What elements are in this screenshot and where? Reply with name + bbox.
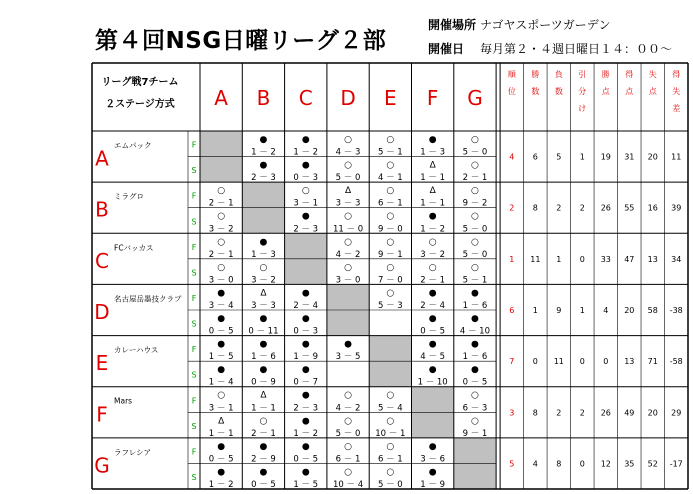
stage-label-second: S bbox=[191, 319, 197, 329]
team-name: ミラグロ bbox=[114, 192, 144, 202]
result-score: 5 － 4 bbox=[377, 403, 403, 414]
result-mark: ● bbox=[259, 441, 268, 452]
team-letter: C bbox=[95, 248, 109, 273]
stat-header-char: 勝 bbox=[531, 70, 540, 79]
stat-value: 20 bbox=[624, 306, 635, 315]
result-mark: ○ bbox=[344, 211, 352, 222]
stat-value: 3 bbox=[509, 408, 515, 418]
result-mark: ● bbox=[428, 314, 437, 324]
column-header-a: A bbox=[214, 86, 228, 110]
stage-label-second: S bbox=[191, 217, 197, 227]
result-mark: ● bbox=[301, 390, 310, 401]
stat-header-char: 順 bbox=[507, 70, 516, 79]
result-mark: ○ bbox=[344, 416, 352, 427]
stat-value: 35 bbox=[624, 459, 635, 469]
team-name: ラフレシア bbox=[114, 447, 152, 457]
result-mark: ○ bbox=[301, 186, 310, 197]
result-mark: ● bbox=[428, 339, 437, 350]
stat-value: 4 bbox=[509, 152, 515, 162]
corner-title: リーグ戦7チーム bbox=[101, 77, 179, 88]
result-mark: ● bbox=[217, 339, 226, 350]
result-score: 0 － 9 bbox=[251, 377, 276, 388]
stat-value: 20 bbox=[647, 408, 658, 418]
result-score: 5 － 0 bbox=[462, 147, 488, 158]
result-score: 0 － 11 bbox=[248, 326, 279, 337]
stage-label-second: S bbox=[191, 421, 197, 431]
result-mark: ○ bbox=[386, 390, 395, 401]
result-score: 1 － 4 bbox=[208, 377, 234, 388]
result-mark: ○ bbox=[471, 390, 479, 401]
stat-header-char: 数 bbox=[531, 87, 540, 96]
column-header-c: C bbox=[298, 86, 313, 110]
result-score: 2 － 4 bbox=[293, 301, 319, 311]
result-score: 1 － 3 bbox=[420, 147, 446, 158]
stage-label-first: F bbox=[191, 191, 197, 201]
result-score: 2 － 3 bbox=[293, 403, 319, 414]
team-letter: F bbox=[96, 402, 108, 427]
result-score: 1 － 2 bbox=[420, 224, 446, 235]
result-mark: ○ bbox=[217, 186, 226, 197]
stat-value: 39 bbox=[671, 203, 682, 213]
stat-header-char: 失 bbox=[672, 87, 681, 96]
stat-header-char: 数 bbox=[554, 87, 563, 96]
result-mark: ● bbox=[301, 365, 310, 376]
stat-value: 0 bbox=[579, 254, 585, 264]
stat-value: 11 bbox=[530, 254, 541, 264]
result-mark: ○ bbox=[344, 135, 352, 145]
result-score: 1 － 6 bbox=[462, 352, 488, 363]
stat-value: 0 bbox=[579, 357, 585, 367]
stat-header-char: 点 bbox=[648, 87, 657, 96]
result-score: 3 － 3 bbox=[251, 301, 276, 311]
result-mark: ● bbox=[301, 467, 310, 478]
result-score: 3 － 1 bbox=[293, 198, 319, 209]
stat-value: 11 bbox=[553, 357, 564, 367]
stage-label-second: S bbox=[191, 370, 197, 380]
result-mark: ● bbox=[301, 416, 310, 427]
result-score: 0 － 5 bbox=[208, 326, 234, 337]
stat-value: 1 bbox=[509, 254, 515, 264]
stat-value: 12 bbox=[600, 459, 611, 469]
stage-label-second: S bbox=[191, 166, 197, 176]
stat-value: 1 bbox=[532, 306, 538, 315]
result-mark: ○ bbox=[386, 135, 395, 145]
result-score: 1 － 6 bbox=[251, 352, 276, 363]
result-score: 1 － 1 bbox=[208, 428, 234, 439]
stat-value: 8 bbox=[556, 459, 562, 469]
result-mark: ● bbox=[301, 211, 310, 222]
result-mark: ● bbox=[301, 288, 310, 299]
result-mark: ● bbox=[217, 365, 226, 376]
stat-value: 47 bbox=[624, 254, 635, 264]
result-score: 1 － 9 bbox=[420, 480, 446, 490]
result-mark: ● bbox=[471, 314, 479, 324]
stat-value: 7 bbox=[509, 357, 515, 367]
stat-value: 2 bbox=[579, 203, 585, 213]
result-mark: ● bbox=[301, 314, 310, 324]
stat-header-char: 差 bbox=[672, 104, 681, 113]
result-score: 1 － 2 bbox=[208, 480, 234, 490]
stat-value: 0 bbox=[532, 357, 538, 367]
result-mark: Δ bbox=[218, 416, 225, 427]
stat-value: 13 bbox=[624, 357, 635, 367]
stat-header-char: 負 bbox=[554, 70, 563, 79]
stat-value: 2 bbox=[579, 408, 585, 418]
result-mark: ○ bbox=[217, 390, 226, 401]
stat-value: 8 bbox=[532, 408, 538, 418]
result-score: 9 － 1 bbox=[462, 428, 488, 439]
column-header-e: E bbox=[384, 86, 397, 110]
result-score: 3 － 4 bbox=[208, 301, 234, 311]
result-score: 3 － 1 bbox=[208, 403, 234, 414]
stat-value: 0 bbox=[603, 357, 609, 367]
result-mark: ○ bbox=[471, 211, 479, 222]
result-score: 5 － 0 bbox=[462, 249, 488, 260]
result-score: 4 － 1 bbox=[377, 173, 403, 184]
result-mark: ● bbox=[428, 365, 437, 376]
result-mark: ○ bbox=[217, 211, 226, 222]
stat-value: 55 bbox=[624, 203, 635, 213]
result-mark: ● bbox=[301, 339, 310, 350]
result-score: 5 － 1 bbox=[377, 147, 403, 158]
result-score: 5 － 1 bbox=[462, 275, 488, 286]
result-mark: ○ bbox=[471, 237, 479, 248]
venue-label: 開催場所 bbox=[428, 18, 477, 32]
stat-value: 71 bbox=[647, 357, 658, 367]
result-score: 11 － 0 bbox=[332, 224, 364, 235]
result-mark: ● bbox=[217, 288, 226, 299]
team-letter: B bbox=[95, 197, 109, 222]
result-mark: ○ bbox=[386, 211, 395, 222]
result-mark: ● bbox=[471, 288, 479, 299]
result-mark: ○ bbox=[344, 441, 352, 452]
stat-header-char: 点 bbox=[625, 87, 634, 96]
result-mark: ○ bbox=[471, 186, 479, 197]
result-mark: ● bbox=[259, 160, 268, 171]
result-score: 1 － 1 bbox=[251, 403, 276, 414]
result-mark: ○ bbox=[386, 237, 395, 248]
result-mark: ● bbox=[217, 314, 226, 324]
schedule-value: 毎月第２・４週日曜日１４：００～ bbox=[480, 42, 673, 56]
result-mark: ○ bbox=[471, 262, 479, 273]
result-score: 7 － 0 bbox=[377, 275, 403, 286]
column-header-f: F bbox=[426, 86, 439, 110]
result-mark: ○ bbox=[386, 186, 395, 197]
result-score: 3 － 0 bbox=[335, 275, 361, 286]
result-mark: Δ bbox=[260, 390, 267, 401]
result-score: 0 － 5 bbox=[251, 480, 276, 490]
stat-value: -58 bbox=[669, 357, 683, 367]
stat-value: 6 bbox=[509, 306, 515, 315]
result-score: 0 － 5 bbox=[420, 326, 446, 337]
result-mark: ○ bbox=[259, 416, 268, 427]
result-mark: ○ bbox=[428, 262, 437, 273]
result-mark: ● bbox=[259, 365, 268, 376]
result-score: 2 － 1 bbox=[208, 249, 234, 260]
result-score: 1 － 6 bbox=[462, 301, 488, 311]
result-score: 5 － 3 bbox=[377, 301, 403, 311]
stat-value: 1 bbox=[556, 254, 562, 264]
result-score: 0 － 5 bbox=[462, 377, 488, 388]
result-mark: ○ bbox=[386, 441, 395, 452]
team-letter: D bbox=[94, 300, 110, 324]
result-score: 9 － 2 bbox=[462, 198, 488, 209]
stage-label-first: F bbox=[191, 396, 197, 406]
stat-value: 33 bbox=[600, 254, 611, 264]
result-score: 6 － 3 bbox=[462, 403, 488, 414]
result-mark: ○ bbox=[386, 160, 395, 171]
stat-value: 6 bbox=[532, 152, 538, 162]
result-mark: ● bbox=[344, 339, 352, 350]
stage-label-second: S bbox=[191, 268, 197, 278]
result-mark: ● bbox=[428, 135, 437, 145]
result-score: 6 － 1 bbox=[377, 198, 403, 209]
result-score: 0 － 5 bbox=[208, 454, 234, 465]
result-score: 5 － 0 bbox=[462, 224, 488, 235]
result-score: 3 － 6 bbox=[420, 454, 446, 465]
stat-header-char: 点 bbox=[601, 87, 610, 96]
result-mark: ● bbox=[259, 135, 268, 145]
result-mark: ● bbox=[428, 288, 437, 299]
result-mark: ○ bbox=[386, 467, 395, 478]
result-score: 9 － 0 bbox=[377, 224, 403, 235]
result-score: 1 － 10 bbox=[417, 377, 448, 388]
result-score: 10 － 4 bbox=[332, 480, 364, 490]
stat-header-char: け bbox=[578, 104, 587, 113]
column-header-b: B bbox=[256, 86, 271, 110]
column-header-d: D bbox=[340, 86, 356, 110]
stat-value: -38 bbox=[669, 306, 683, 315]
result-mark: ○ bbox=[344, 390, 352, 401]
result-score: 5 － 0 bbox=[377, 480, 403, 490]
result-score: 3 － 0 bbox=[208, 275, 234, 286]
stage-label-first: F bbox=[191, 345, 197, 355]
stat-value: 1 bbox=[579, 152, 585, 162]
team-letter: G bbox=[94, 453, 110, 478]
stat-value: 1 bbox=[579, 306, 585, 315]
stat-value: 29 bbox=[671, 408, 682, 418]
result-mark: ● bbox=[217, 441, 226, 452]
stat-value: 4 bbox=[603, 306, 609, 315]
result-score: 2 － 1 bbox=[462, 173, 488, 184]
stat-value: 0 bbox=[579, 459, 585, 469]
result-mark: Δ bbox=[429, 160, 436, 171]
result-mark: ○ bbox=[471, 160, 479, 171]
result-mark: ○ bbox=[471, 135, 479, 145]
stat-value: 52 bbox=[647, 459, 658, 469]
team-name: FCバッカス bbox=[114, 243, 154, 253]
stat-header-char: 分 bbox=[578, 87, 587, 96]
result-score: 4 － 5 bbox=[420, 352, 446, 363]
team-name: 名古屋岳墨技クラブ bbox=[114, 294, 182, 304]
stat-header-char: 失 bbox=[648, 70, 657, 79]
result-score: 0 － 7 bbox=[293, 377, 319, 388]
stat-header-char: 勝 bbox=[601, 70, 610, 79]
stat-value: 9 bbox=[556, 306, 562, 315]
result-score: 1 － 2 bbox=[293, 428, 319, 439]
result-score: 6 － 1 bbox=[377, 454, 403, 465]
stat-value: 4 bbox=[532, 459, 538, 469]
stat-value: 5 bbox=[509, 459, 515, 469]
team-letter: A bbox=[95, 146, 109, 171]
result-mark: ○ bbox=[344, 467, 352, 478]
result-mark: Δ bbox=[429, 186, 436, 197]
result-score: 10 － 1 bbox=[375, 428, 406, 439]
stat-value: 8 bbox=[532, 203, 538, 213]
result-mark: ● bbox=[301, 441, 310, 452]
result-mark: ● bbox=[217, 467, 226, 478]
result-score: 5 － 0 bbox=[335, 428, 361, 439]
result-mark: ● bbox=[301, 160, 310, 171]
venue-value: ナゴヤスポーツガーデン bbox=[480, 18, 611, 32]
result-mark: ● bbox=[428, 441, 437, 452]
stage-label-first: F bbox=[191, 447, 197, 457]
stat-value: 31 bbox=[624, 152, 635, 162]
result-mark: ○ bbox=[386, 288, 395, 299]
team-name: Mars bbox=[114, 396, 133, 406]
result-mark: ● bbox=[471, 365, 479, 376]
result-score: 1 － 2 bbox=[251, 147, 276, 158]
result-mark: ● bbox=[259, 339, 268, 350]
result-score: 3 － 2 bbox=[251, 275, 276, 286]
stage-label-first: F bbox=[191, 294, 197, 303]
page-title: 第４回NSG日曜リーグ２部 bbox=[95, 28, 387, 54]
stat-value: 20 bbox=[647, 152, 658, 162]
result-mark: ○ bbox=[386, 416, 395, 427]
result-score: 3 － 2 bbox=[208, 224, 234, 235]
stat-value: 2 bbox=[556, 408, 562, 418]
result-mark: ● bbox=[259, 467, 268, 478]
result-score: 2 － 1 bbox=[251, 428, 276, 439]
result-mark: ○ bbox=[217, 262, 226, 273]
result-mark: ● bbox=[428, 467, 437, 478]
result-score: 0 － 5 bbox=[293, 454, 319, 465]
result-score: 1 － 1 bbox=[420, 198, 446, 209]
result-score: 4 － 2 bbox=[335, 403, 361, 414]
stat-value: 26 bbox=[600, 203, 611, 213]
result-mark: ○ bbox=[344, 237, 352, 248]
result-score: 1 － 2 bbox=[293, 147, 319, 158]
result-mark: ● bbox=[428, 211, 437, 222]
stat-value: -17 bbox=[669, 459, 683, 469]
corner-subtitle: ２ステージ方式 bbox=[105, 99, 175, 110]
result-mark: ● bbox=[259, 314, 268, 324]
result-score: 2 － 3 bbox=[293, 224, 319, 235]
result-score: 4 － 2 bbox=[335, 249, 361, 260]
result-score: 2 － 4 bbox=[420, 301, 446, 311]
result-score: 4 － 10 bbox=[459, 326, 491, 337]
result-score: 5 － 0 bbox=[335, 173, 361, 184]
result-score: 2 － 9 bbox=[251, 454, 276, 465]
result-score: 1 － 5 bbox=[208, 352, 234, 363]
result-score: 2 － 1 bbox=[208, 198, 234, 209]
stage-label-first: F bbox=[191, 242, 197, 252]
result-score: 6 － 1 bbox=[335, 454, 361, 465]
stat-value: 26 bbox=[600, 408, 611, 418]
result-mark: ○ bbox=[217, 237, 226, 248]
stat-value: 2 bbox=[509, 203, 515, 213]
stat-value: 49 bbox=[624, 408, 635, 418]
stat-value: 58 bbox=[647, 306, 658, 315]
column-header-g: G bbox=[467, 86, 483, 110]
stat-value: 5 bbox=[556, 152, 562, 162]
result-score: 0 － 3 bbox=[293, 173, 319, 184]
stat-header-char: 引 bbox=[578, 70, 587, 79]
result-mark: ○ bbox=[344, 160, 352, 171]
result-score: 2 － 3 bbox=[251, 173, 276, 184]
result-mark: Δ bbox=[260, 288, 267, 299]
result-mark: ● bbox=[471, 339, 479, 350]
result-score: 1 － 3 bbox=[251, 249, 276, 260]
result-mark: Δ bbox=[344, 186, 352, 197]
stat-header-char: 得 bbox=[672, 70, 681, 79]
team-letter: E bbox=[95, 351, 109, 376]
result-mark: ● bbox=[259, 237, 268, 248]
result-mark: ● bbox=[301, 135, 310, 145]
team-name: カレーハウス bbox=[114, 345, 159, 355]
result-score: 3 － 3 bbox=[335, 198, 361, 209]
stage-label-second: S bbox=[191, 473, 197, 482]
stat-value: 13 bbox=[647, 254, 658, 264]
team-name: エムパック bbox=[114, 141, 152, 150]
result-score: 3 － 5 bbox=[335, 352, 361, 363]
stat-value: 34 bbox=[671, 254, 682, 264]
stat-value: 2 bbox=[556, 203, 562, 213]
result-mark: ○ bbox=[259, 262, 268, 273]
result-score: 2 － 1 bbox=[420, 275, 446, 286]
result-score: 1 － 9 bbox=[293, 352, 319, 363]
stat-value: 11 bbox=[671, 152, 682, 162]
result-score: 4 － 3 bbox=[335, 147, 361, 158]
stat-value: 19 bbox=[600, 152, 611, 162]
stat-header-char: 得 bbox=[625, 70, 634, 79]
result-score: 9 － 1 bbox=[377, 249, 403, 260]
result-score: 0 － 3 bbox=[293, 326, 319, 337]
result-mark: ○ bbox=[344, 262, 352, 273]
result-mark: ○ bbox=[386, 262, 395, 273]
result-score: 3 － 2 bbox=[420, 249, 446, 260]
result-mark: ○ bbox=[428, 237, 437, 248]
result-score: 1 － 1 bbox=[420, 173, 446, 184]
stat-header-char: 位 bbox=[507, 87, 516, 96]
schedule-label: 開催日 bbox=[428, 42, 465, 56]
stage-label-first: F bbox=[191, 140, 197, 150]
result-mark: ○ bbox=[471, 416, 479, 427]
result-score: 1 － 5 bbox=[293, 480, 319, 490]
stat-value: 16 bbox=[647, 203, 658, 213]
